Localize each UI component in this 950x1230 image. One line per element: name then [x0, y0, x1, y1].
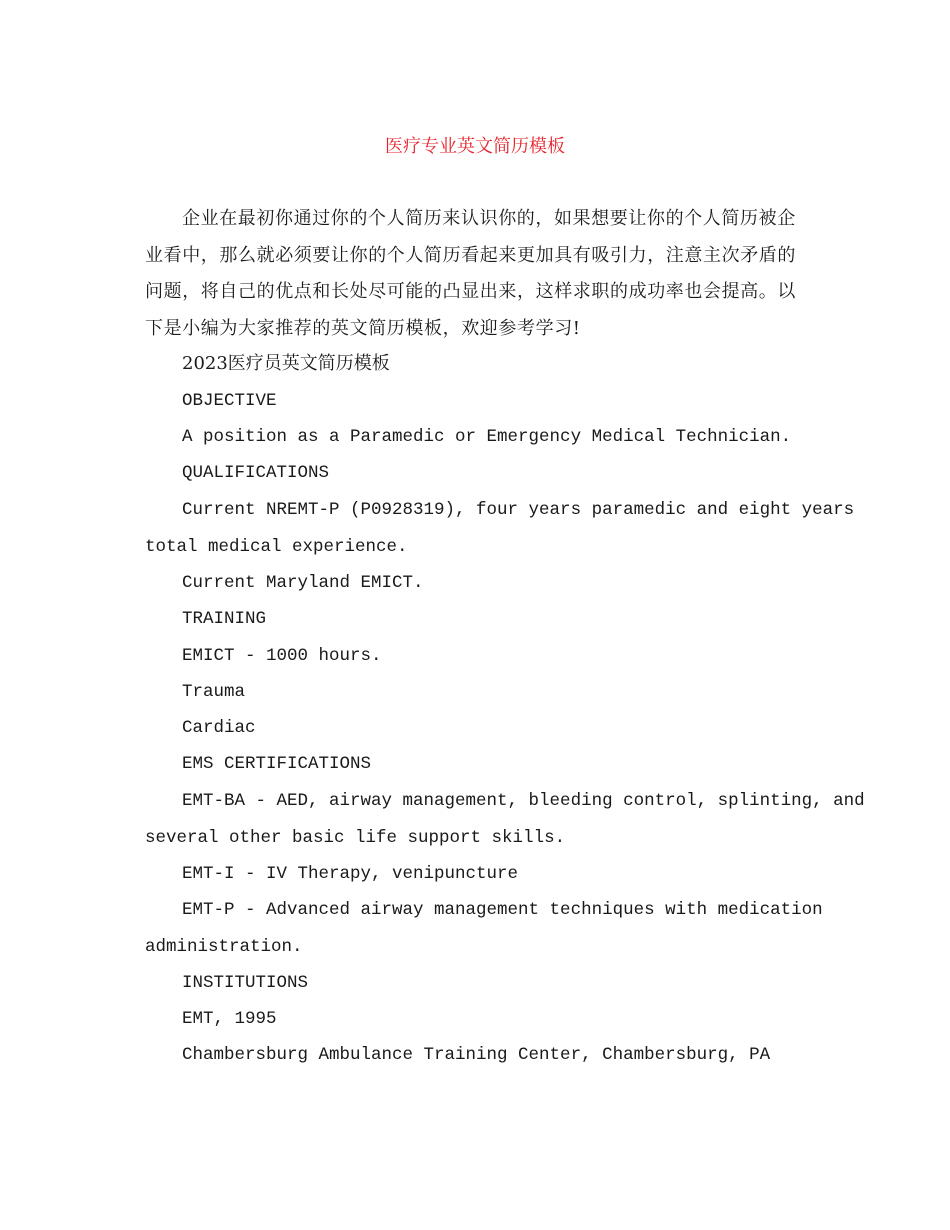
- section-heading-objective: OBJECTIVE: [182, 391, 277, 411]
- qualification-line: Current NREMT-P (P0928319), four years paramedic and eight years: [182, 500, 855, 520]
- certification-item: EMT-BA - AED, airway management, bleeding control, splinting, and: [182, 791, 865, 811]
- qualification-line: Current Maryland EMICT.: [182, 573, 424, 593]
- certification-item-continued: several other basic life support skills.: [145, 828, 566, 848]
- resume-heading: 2023医疗员英文简历模板: [182, 353, 390, 374]
- section-heading-ems-certifications: EMS CERTIFICATIONS: [182, 754, 372, 774]
- intro-paragraph: 企业在最初你通过你的个人简历来认识你的，如果想要让你的个人简历被企业看中，那么就必须要让你的个人简历看起来更加具有吸引力，注意主次矛盾的问题，将自己的优点和长处尽可能的凸显出来，这样求职的成功率也会提高。以下是小编为大家推荐的英文简历模板，欢迎参考学习!: [145, 208, 796, 339]
- section-heading-training: TRAINING: [182, 609, 267, 629]
- section-heading-institutions: INSTITUTIONS: [182, 973, 309, 993]
- certification-item-continued: administration.: [145, 937, 303, 957]
- training-item: Cardiac: [182, 718, 256, 738]
- certification-item: EMT-P - Advanced airway management techniques with medication: [182, 900, 823, 920]
- institution-item: EMT, 1995: [182, 1009, 277, 1029]
- qualification-line-continued: total medical experience.: [145, 537, 408, 557]
- section-heading-qualifications: QUALIFICATIONS: [182, 463, 330, 483]
- document-title: 医疗专业英文简历模板: [385, 136, 565, 157]
- institution-item: Chambersburg Ambulance Training Center, Chambersburg, PA: [182, 1045, 771, 1065]
- objective-text: A position as a Paramedic or Emergency Medical Technician.: [182, 427, 792, 447]
- training-item: EMICT - 1000 hours.: [182, 646, 382, 666]
- certification-item: EMT-I - IV Therapy, venipuncture: [182, 864, 519, 884]
- training-item: Trauma: [182, 682, 246, 702]
